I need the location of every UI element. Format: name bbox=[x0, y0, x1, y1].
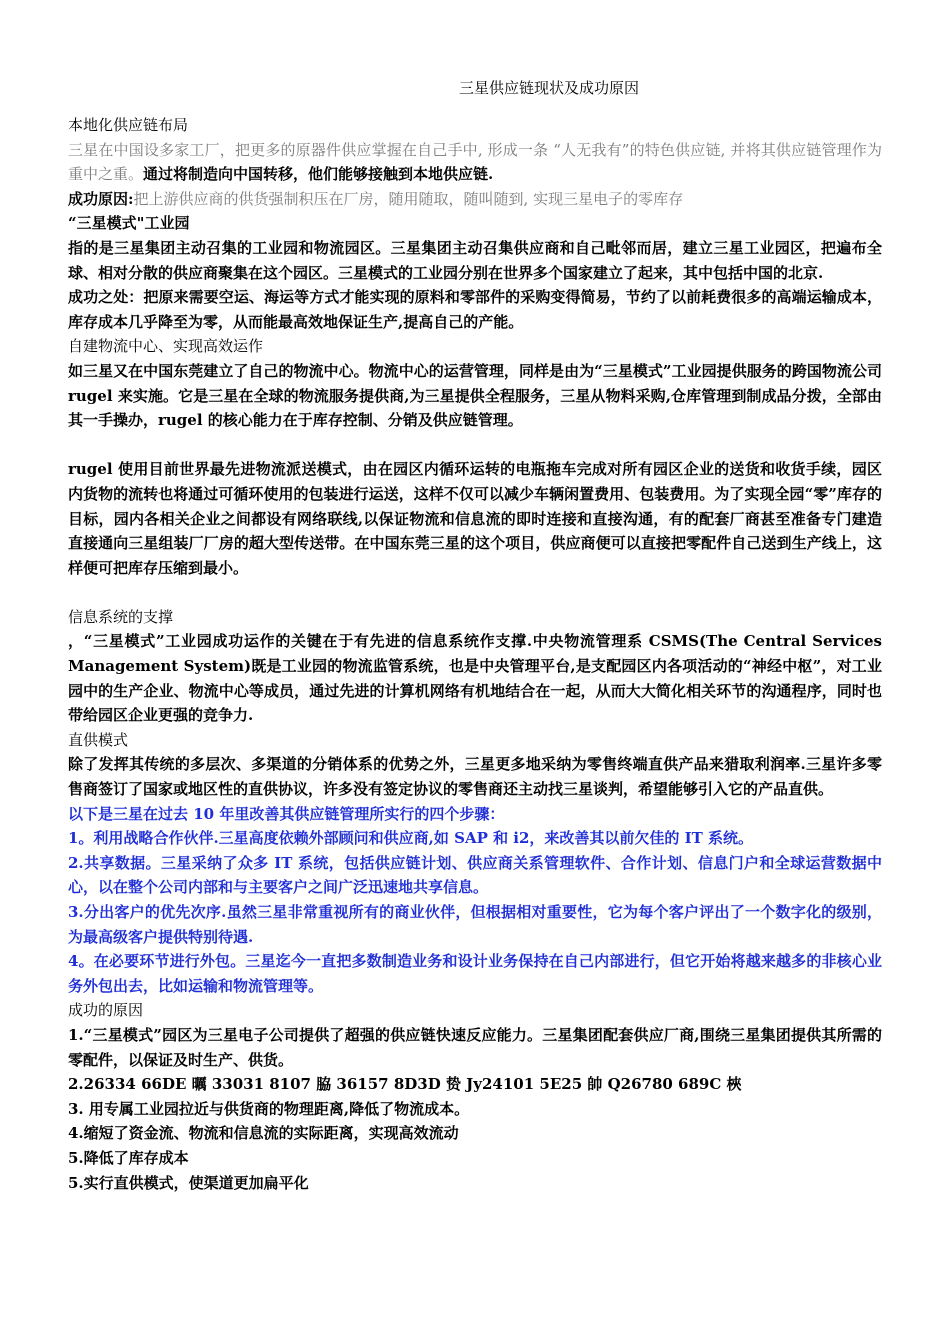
paragraph-text: 把上游供应商的供货强制积压在厂房，随用随取，随叫随到, 实现三星电子的零库存 bbox=[133, 189, 684, 208]
paragraph-text-bold: 通过将制造向中国转移，他们能够接触到本地供应链. bbox=[143, 165, 494, 184]
list-item: 4.缩短了资金流、物流和信息流的实际距离，实现高效流动 bbox=[68, 1124, 459, 1143]
list-item: 4。在必要环节进行外包。三星迄今一直把多数制造业务和设计业务保持在自己内部进行，但它开始将越来越多的非核心业务外包出去，比如运输和物流管理等。 bbox=[68, 952, 882, 995]
document-title: 三星供应链现状及成功原因 bbox=[459, 79, 640, 97]
list-item: 3. 用专属工业园拉近与供货商的物理距离,降低了物流成本。 bbox=[68, 1099, 470, 1118]
paragraph bbox=[68, 187, 882, 212]
list-intro: 以下是三星在过去 10 年里改善其供应链管理所实行的四个步骤： bbox=[68, 804, 505, 823]
paragraph: rugel 使用目前世界最先进物流派送模式，由在园区内循环运转的电瓶拖车完成对所有园区企业的送货和收货手续，园区内货物的流转也将通过可循环使用的包装进行运送，这样不仅可以减少车辆闲置费用、包装费用。为了实现全园“零”库存的目标，园内各相关企业之间都设有网络联线,以保证物流和信息流的即时连接和直接沟通，有的配套厂商甚至准备专门建造直接通向三星组装厂厂房的超大型传送带。在中国东莞三星的这个项目，供应商便可以直接把零配件自己送到生产线上，这样便可把库存压缩到最小。 bbox=[68, 460, 882, 577]
spacer bbox=[68, 580, 882, 605]
spacer bbox=[68, 433, 882, 458]
list-item: 1.“三星模式”园区为三星电子公司提供了超强的供应链快速反应能力。三星集团配套供应厂商,围绕三星集团提供其所需的零配件，以保证及时生产、供货。 bbox=[68, 1025, 882, 1069]
paragraph-label: 成功原因: bbox=[68, 189, 134, 208]
paragraph-text: 三星在中国设多家工厂，把更多的原器件供应掌握在自己手中, 形成一条 “人无我有”的特色供应链, 并将其供应链管理作为重中之重。 bbox=[68, 140, 882, 184]
section-heading: 本地化供应链布局 bbox=[68, 116, 189, 134]
section-heading: 自建物流中心、实现高效运作 bbox=[68, 337, 264, 356]
section-heading: “三星模式"工业园 bbox=[68, 214, 190, 233]
paragraph: ，“三星模式”工业园成功运作的关键在于有先进的信息系统作支撑.中央物流管理系 CSMS(The Central Services Management System)既是工业园的物流监管系统，也是中央管理平台,是支配园区内各项活动的“神经中枢”，对工业园中的生产企业、物流中心等成员，通过先进的计算机网络有机地结合在一起，从而大大简化相关环节的沟通程序，同时也带给园区企业更强的竞争力. bbox=[68, 632, 882, 725]
list-item: 2.共享数据。三星采纳了众多 IT 系统，包括供应链计划、供应商关系管理软件、合作计划、信息门户和全球运营数据中心，以在整个公司内部和与主要客户之间广泛迅速地共享信息。 bbox=[68, 853, 882, 897]
document-body bbox=[68, 113, 882, 1195]
paragraph: 除了发挥其传统的多层次、多渠道的分销体系的优势之外，三星更多地采纳为零售终端直供产品来猎取利润率.三星许多零售商签订了国家或地区性的直供协议，许多没有签定协议的零售商还主动找三星谈判，希望能够引入它的产品直供。 bbox=[68, 755, 882, 799]
list-item: 5.降低了库存成本 bbox=[68, 1148, 189, 1167]
section-heading: 信息系统的支撑 bbox=[68, 607, 174, 626]
list-item: 1。利用战略合作伙伴.三星高度依赖外部顾问和供应商,如 SAP 和 i2，来改善其以前欠佳的 IT 系统。 bbox=[68, 829, 754, 848]
section-heading: 成功的原因 bbox=[68, 1001, 144, 1020]
list-item: 2.26334 66DE 曞 33031 8107 脇 36157 8D3D 贽 Jy24101 5E25 帥 Q26780 689C 梜 bbox=[68, 1075, 742, 1094]
paragraph bbox=[68, 138, 882, 187]
paragraph: 成功之处：把原来需要空运、海运等方式才能实现的原料和零部件的采购变得简易，节约了以前耗费很多的高端运输成本，库存成本几乎降至为零，从而能最高效地保证生产,提高自己的产能。 bbox=[68, 288, 882, 331]
paragraph: 指的是三星集团主动召集的工业园和物流园区。三星集团主动召集供应商和自己毗邻而居，建立三星工业园区，把遍布全球、相对分散的供应商聚集在这个园区。三星模式的工业园分别在世界多个国家建立了起来，其中包括中国的北京. bbox=[68, 238, 882, 282]
paragraph: 如三星又在中国东莞建立了自己的物流中心。物流中心的运营管理，同样是由为“三星模式”工业园提供服务的跨国物流公司 rugel 来实施。它是三星在全球的物流服务提供商,为三星提供全程服务，三星从物料采购,仓库管理到制成品分拨，全部由其一手操办，rugel 的核心能力在于库存控制、分销及供应链管理。 bbox=[68, 361, 882, 430]
list-item: 5.实行直供模式，使渠道更加扁平化 bbox=[68, 1173, 309, 1192]
list-item: 3.分出客户的优先次序.虽然三星非常重视所有的商业伙伴，但根据相对重要性，它为每个客户评出了一个数字化的级别，为最高级客户提供特别待遇. bbox=[68, 903, 882, 946]
section-heading: 直供模式 bbox=[68, 730, 129, 749]
